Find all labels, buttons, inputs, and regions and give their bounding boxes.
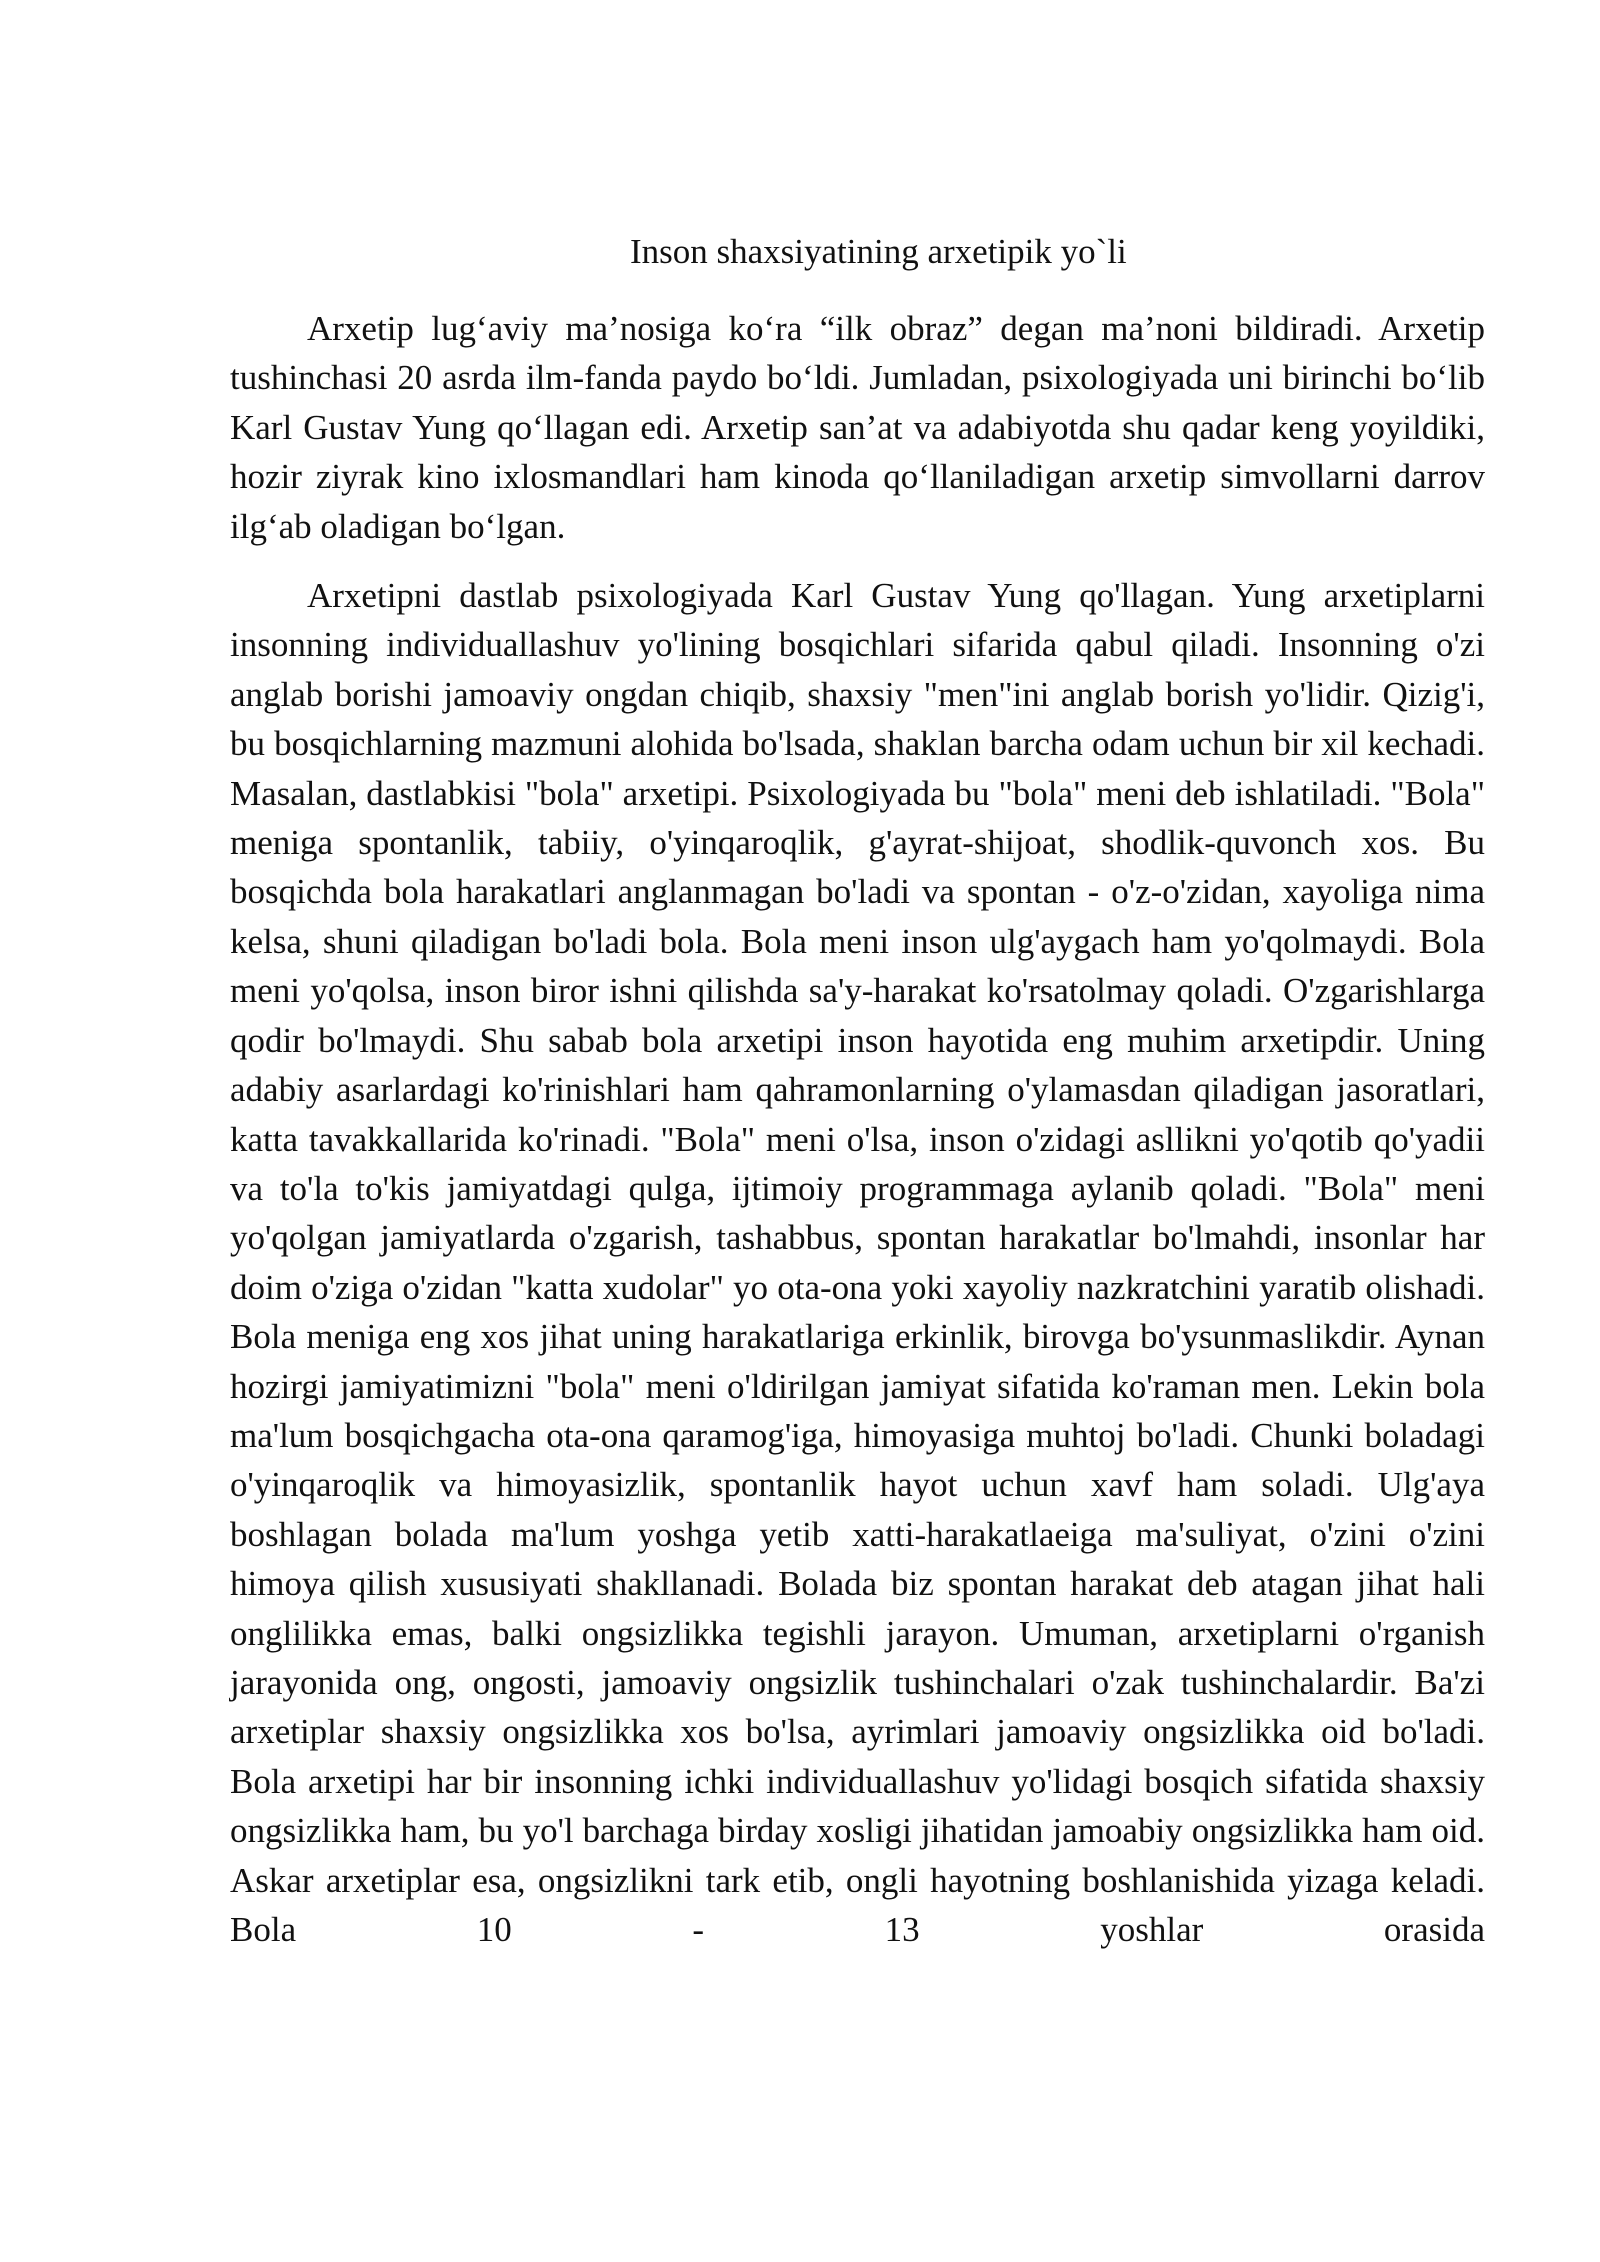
- document-body: [230, 222, 1485, 1974]
- document-title: Inson shaxsiyatining arxetipik yo`li: [630, 232, 1127, 271]
- paragraph-arxetip-definition: Arxetip lug‘aviy ma’nosiga ko‘ra “ilk obraz” degan ma’noni bildiradi. Arxetip tushinchasi 20 asrda ilm-fanda paydo bo‘ldi. Jumladan, psixologiyada uni birinchi bo‘lib Karl Gustav Yung qo‘llagan edi. Arxetip san’at va adabiyotda shu qadar keng yoyildiki, hozir ziyrak kino ixlosmandlari ham kinoda qo‘llaniladigan arxetip simvollarni darrov ilg‘ab oladigan bo‘lgan.: [230, 309, 1485, 546]
- paragraph-bola-arxetipi: Arxetipni dastlab psixologiyada Karl Gustav Yung qo'llagan. Yung arxetiplarni insonning individuallashuv yo'lining bosqichlari sifarida qabul qiladi. Insonning o'zi anglab borishi jamoaviy ongdan chiqib, shaxsiy "men"ini anglab borish yo'lidir. Qizig'i, bu bosqichlarning mazmuni alohida bo'lsada, shaklan barcha odam uchun bir xil kechadi. Masalan, dastlabkisi "bola" arxetipi. Psixologiyada bu "bola" meni deb ishlatiladi. "Bola" meniga spontanlik, tabiiy, o'yinqaroqlik, g'ayrat-shijoat, shodlik-quvonch xos. Bu bosqichda bola harakatlari anglanmagan bo'ladi va spontan - o'z-o'zidan, xayoliga nima kelsa, shuni qiladigan bo'ladi bola. Bola meni inson ulg'aygach ham yo'qolmaydi. Bola meni yo'qolsa, inson biror ishni qilishda sa'y-harakat ko'rsatolmay qoladi. O'zgarishlarga qodir bo'lmaydi. Shu sabab bola arxetipi inson hayotida eng muhim arxetipdir. Uning adabiy asarlardagi ko'rinishlari ham qahramonlarning o'ylamasdan qiladigan jasoratlari, katta tavakkallarida ko'rinadi. "Bola" meni o'lsa, inson o'zidagi asllikni yo'qotib qo'yadii va to'la to'kis jamiyatdagi qulga, ijtimoiy programmaga aylanib qoladi. "Bola" meni yo'qolgan jamiyatlarda o'zgarish, tashabbus, spontan harakatlar bo'lmahdi, insonlar har doim o'ziga o'zidan "katta xudolar" yo ota-ona yoki xayoliy nazkratchini yaratib olishadi. Bola meniga eng xos jihat uning harakatlariga erkinlik, birovga bo'ysunmaslikdir. Aynan hozirgi jamiyatimizni "bola" meni o'ldirilgan jamiyat sifatida ko'raman men. Lekin bola ma'lum bosqichgacha ota-ona qaramog'iga, himoyasiga muhtoj bo'ladi. Chunki boladagi o'yinqaroqlik va himoyasizlik, spontanlik hayot uchun xavf ham soladi. Ulg'aya boshlagan bolada ma'lum yoshga yetib xatti-harakatlaeiga ma'suliyat, o'zini o'zini himoya qilish xususiyati shakllanadi. Bolada biz spontan harakat deb atagan jihat hali onglilikka emas, balki ongsizlikka tegishli jarayon. Umuman, arxetiplarni o'rganish jarayonida ong, ongosti, jamoaviy ongsizlik tushinchalari o'zak tushinchalardir. Ba'zi arxetiplar shaxsiy ongsizlikka xos bo'lsa, ayrimlari jamoaviy ongsizlikka oid bo'ladi. Bola arxetipi har bir insonning ichki individuallashuv yo'lidagi bosqich sifatida shaxsiy ongsizlikka ham, bu yo'l barchaga birday xosligi jihatidan jamoabiy ongsizlikka ham oid. Askar arxetiplar esa, ongsizlikni tark etib, ongli hayotning boshlanishida yizaga keladi. Bola 10 - 13 yoshlar orasida: [230, 576, 1485, 1949]
